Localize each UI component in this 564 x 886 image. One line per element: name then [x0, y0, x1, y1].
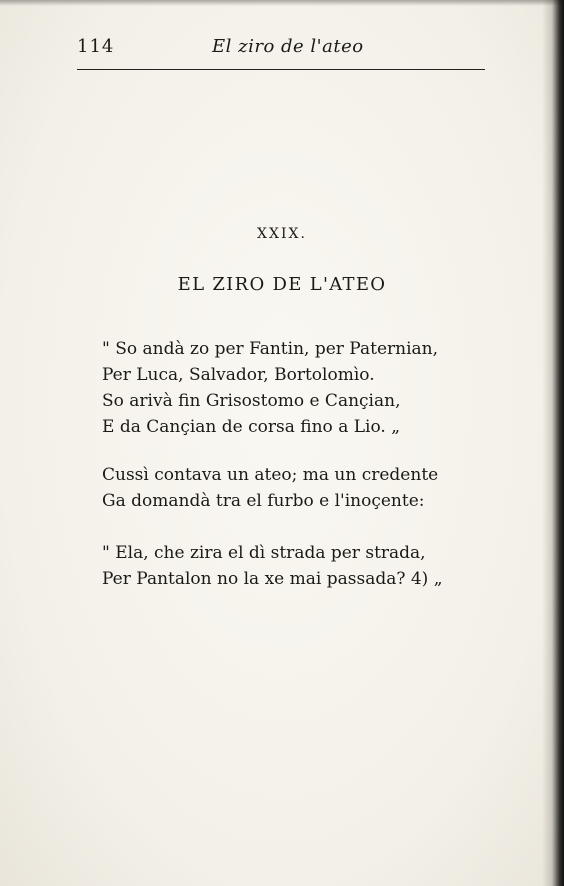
verse-line: So arivà fin Grisostomo e Cançian, [102, 391, 401, 411]
verse-line: " Ela, che zira el dì strada per strada, [102, 543, 426, 563]
verse-line: Per Pantalon no la xe mai passada? 4) „ [102, 569, 443, 589]
verse-line: " So andà zo per Fantin, per Paternian, [102, 339, 439, 359]
binding-edge-shadow [542, 0, 564, 886]
header-rule [77, 69, 485, 70]
stanza-2 [102, 462, 502, 514]
verse-line: Per Luca, Salvador, Bortolomìo. [102, 365, 375, 385]
running-title: El ziro de l'ateo [212, 36, 364, 57]
verse-line: Cussì contava un ateo; ma un credente [102, 465, 439, 485]
page-top-shadow [0, 0, 564, 6]
verse-line: E da Cançian de corsa fino a Lio. „ [102, 417, 401, 437]
verse-line: Ga domandà tra el furbo e l'inoçente: [102, 491, 425, 511]
page-number: 114 [77, 36, 115, 57]
stanza-3 [102, 540, 502, 592]
section-number: XXIX. [257, 226, 307, 242]
poem-title: EL ZIRO DE L'ATEO [177, 274, 387, 295]
running-head [77, 34, 485, 62]
stanza-1 [102, 336, 502, 440]
